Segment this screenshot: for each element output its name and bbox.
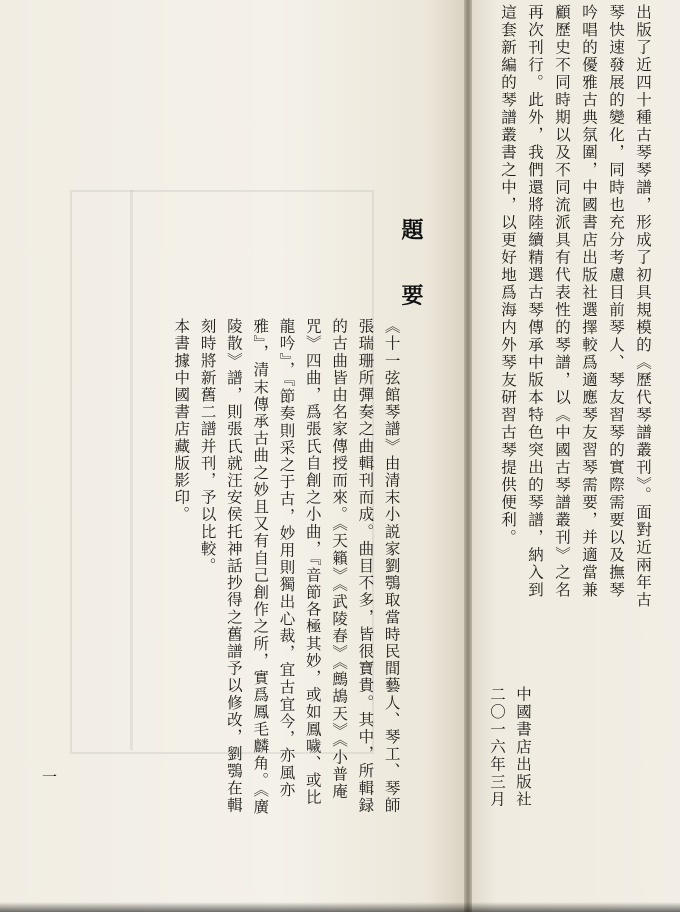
source-note: 本書據中國書店藏版影印。 — [172, 318, 191, 524]
page-bottom-shadow — [0, 902, 680, 912]
page-number: 一 — [42, 768, 58, 786]
abstract-body — [168, 318, 405, 818]
book-spine — [464, 0, 472, 912]
page-title: 題 要 — [398, 218, 424, 324]
publication-date: 二〇一六年三月 — [488, 686, 506, 809]
publisher-name: 中國書店出版社 — [514, 686, 532, 809]
abstract-paragraph: 《十一弦館琴譜》由清末小説家劉鶚取當時民間藝人、琴工、琴師張瑞珊所彈奏之曲輯刊而成。曲目不多，皆很寶貴。其中，所輯録的古曲皆由名家傳授而來。《天籟》《武陵春》《鷓鴣天》《小普庵咒》四曲，爲張氏自創之小曲，『音節各極其妙，或如鳳噦、或比龍吟』，『節奏則采之于古，妙用則獨出心裁，宜古宜今，亦風亦雅』，清末傳承古曲之妙且又有自己創作之所，實爲鳳毛麟角。《廣陵散》譜，則張氏就汪安侯托神話抄得之舊譜予以修改，劉鶚在輯刻時將新舊二譜并刊，予以比較。 — [198, 318, 401, 816]
preface-text: 出版了近四十種古琴琴譜，形成了初具規模的《歷代琴譜叢刊》。面對近兩年古琴快速發展的變化，同時也充分考慮目前琴人、琴友習琴的實際需要以及撫琴吟唱的優雅古典氛圍，中國書店出版社選擇較爲適應琴友習琴需要，并適當兼顧歷史不同時期以及不同流派具有代表性的琴譜，以《中國古琴譜叢刊》之名再次刊行。此外，我們還將陸續精選古琴傳承中版本特色突出的琴譜，納入到這套新編的琴譜叢書之中，以更好地爲海内外琴友研習古琴提供便利。 — [499, 4, 652, 609]
right-page — [472, 0, 680, 912]
bleed-through-rule — [130, 190, 133, 750]
